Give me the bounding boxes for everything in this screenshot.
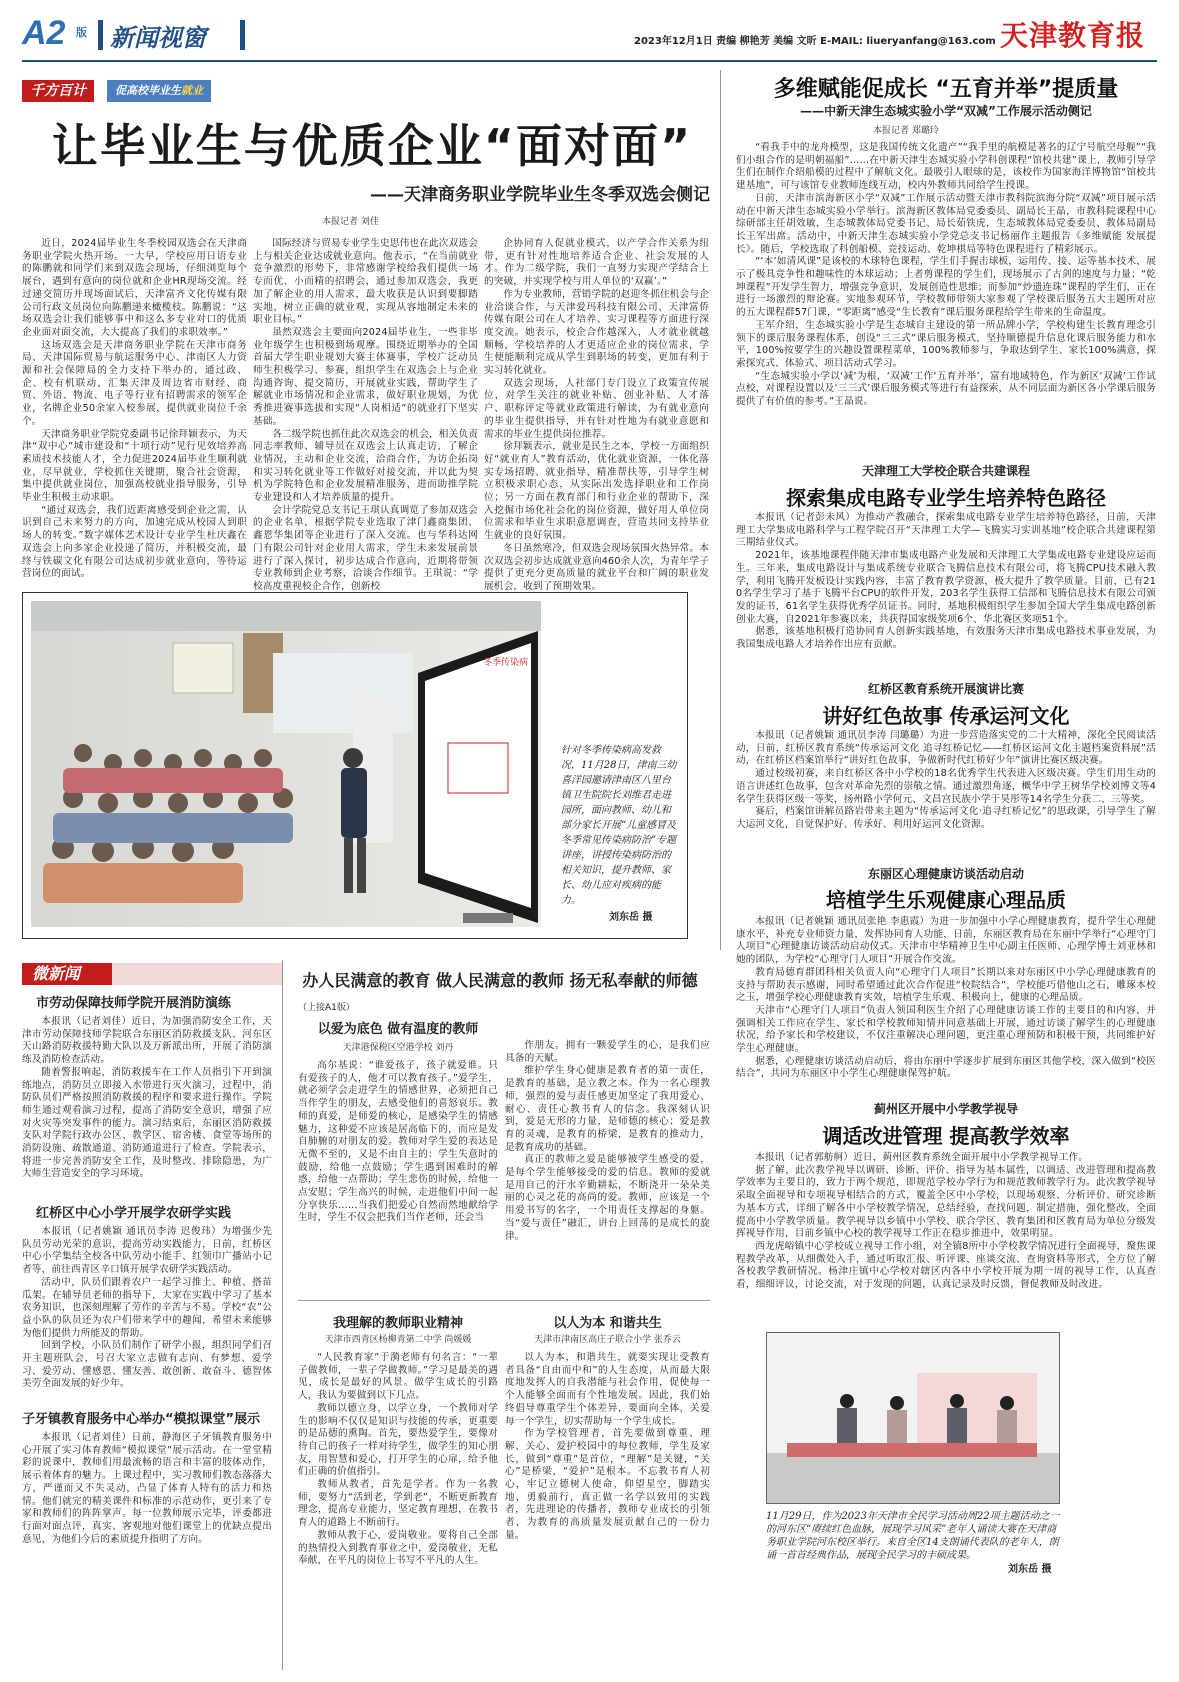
paragraph: 高尔基说：“谁爱孩子，孩子就爱谁。只有爱孩子的人，他才可以教育孩子。”爱学生，就必须学会走进学生的情感世界，必须把自己当作学生的朋友，去感受他们的喜怒哀乐。教师的真爱，是师爱的核心，是感染学生的情感魅力，这种爱不应该是居高临下的，而应是发自肺腑的对朋友的爱。教师对学生爱的表达是无微不至的，又是不由自主的：学生失意时的鼓励，给他一点鼓励；学生遇到困难时的解惑，给他一点帮助；学生悲伤的时候，给他一点安慰；学生高兴的时候，走进他们中间一起分享快乐……当我们把爱心自然而然地献给学生时，学生不仅会把我们当作老师，还会当 (298, 1060, 498, 1224)
article-body (736, 916, 1156, 1081)
paragraph: 本报讯（记者姚颖 通讯员张艳 李惠霞）为进一步加强中小学心理健康教育，提升学生心理健康水平，补充专业师资力量，发挥协同育人功能，日前，东丽区教育局在东丽中学举行“心理守门人项目”心理健康访谈活动启动仪式。天津市中华精神卫生中心副主任医师、心理学博士刘亚林和她的团队，为学校“心理守门人项目”开展合作交流。 (736, 916, 1156, 966)
article-kicker: 东丽区心理健康访谈活动启动 (867, 867, 1024, 881)
paragraph: 据了解，此次教学视导以调研、诊断、评价、指导为基本属性，以调适、改进管理和提高教学效率为主要目的，致力于两个规范，即规范学校办学行为和规范教师教学行为。此次教学视导采取全面视导和专项视导相结合的方式，覆盖全区中小学校，以现场观察、分析评价、研究诊断为基本方式，详细了解各中小学校教学情况，总结经验，查找问题，制定措施，强化整改，全面提高中小学教学质量。教学视导以乡镇中小学校、联合学区、教育集团和区教育局为单位分级发挥视导作用，目前乡镇中心校的教学视导工作正在稳步推进中，效果明显。 (736, 1164, 1156, 1240)
paragraph: 徐拜颖表示，就业是民生之本，学校一方面组织好“就业育人”教育活动，优化就业资源，一体化落实专场招聘、就业指导、精准帮扶等，引导学生树立积极求职心态，从实际出发选择职业和工作岗位；另一方面在教育部门和行业企业的帮助下，深入挖掘市场化社会化的岗位资源，做好用人单位岗位需求和毕业生求职意愿调查，营造共同支持毕业生就业的良好氛围。 (484, 441, 709, 542)
essay-byline: 天津市津南区高庄子联合小学 张乔云 (534, 1335, 681, 1345)
paragraph: 这场双选会是天津商务职业学院在天津市商务局、天津国际贸易与航运服务中心、津南区人力资源和社会保障局的全力支持下举办的，通过政、企、校有机联动，汇集天津及周边省市财经、商贸、外语、物流、电子等行业有招聘需求的领军企业，名牌企业50余家入校参展，提供就业岗位千余个。 (22, 339, 247, 427)
continued-from: （上接A1版） (298, 1003, 355, 1013)
column-rule (282, 960, 283, 1670)
lead-headline: 让毕业生与优质企业“面对面” (51, 119, 693, 173)
news-title: 市劳动保障技师学院开展消防演练 (36, 996, 232, 1011)
paragraph: 教师从教于心，爱岗敬业。要将自己全部的热情投入到教育事业之中，爱岗敬业，无私奉献，在平凡的岗位上书写不平凡的人生。 (298, 1529, 498, 1567)
photo-credit: 刘东岳 摄 (609, 912, 653, 923)
paragraph: 天津商务职业学院党委副书记徐拜颖表示，为天津“双中心”城市建设和“十项行动”见行见效培养高素质技术技能人才，全力促进2024届毕业生顺利就业，尽早就业，学校抓住关键期，聚合社会资源，集中提供就业岗位，加强高校就业指导服务，引导毕业生积极主动求职。 (22, 428, 247, 504)
paragraph: 本报讯（记者郭舫舸）近日，蓟州区教育系统全面开展中小学教学视导工作。 (755, 1152, 1089, 1163)
paragraph: 赛后，档案馆讲解员路岩带来主题为“传承运河文化·追寻红桥记忆”的思政课，引导学生了解大运河文化，自觉保护好、传承好、利用好运河文化资源。 (736, 806, 1156, 830)
photo-caption: 针对冬季传染病高发救况，11月28日，津南三幼喜洋园邀请津南区八里台镇卫生院院长刘维君走进园所，面向教师、幼儿和部分家长开展“儿童感冒及冬季常见传染病防治”专题讲座，讲授传染病防治的相关知识，提升教师、家长、幼儿应对疾病的能力。 (561, 745, 677, 906)
paragraph: 活动中，队员们跟着农户一起学习推土、种植、搭苗瓜架。在辅导员老师的指导下，大家在实践中学习了基本农务知识，也深刻理解了劳作的辛苦与不易。学校“农”公益小队的队员还为农户们带来学中的趣闻，希望未来能够为他们提供力所能及的帮助。 (22, 1276, 272, 1339)
photo-frame (766, 1332, 1060, 1504)
paragraph: 国际经济与贸易专业学生史思伟也在此次双选会上与相关企业达成就业意向。他表示，“在当前就业竞争激烈的形势下，非常感谢学校给我们提供一场专而优、小而精的招聘会，通过参加双选会，我更加了解企业的用人需求，最大收获是认识到要脚踏实地，树立正确的就业观，实现从容地制定未来的职业目标。” (253, 238, 478, 326)
lead-column-2 (253, 238, 478, 592)
page-ban-label: 版 (76, 26, 87, 39)
essay-body (505, 1352, 710, 1672)
header-bar (98, 20, 103, 50)
paragraph: 维护学生身心健康是教育者的第一责任，是教育的基础，是立教之本。作为一名心理教师，强烈的爱与责任感更加坚定了我用爱心、耐心、责任心教书育人的信念。我深刻认识到，爱是无形的力量，是师德的核心；爱是教育的灵魂，是教育的桥梁，是教育的推动力，是教育成功的基础。 (505, 1065, 710, 1153)
header-meta: 2023年12月1日 责编 柳艳芳 美编 文昕 E-MAIL: liueryanfang@163.com (634, 36, 996, 47)
lead-column-3 (484, 238, 709, 592)
lead-byline: 本报记者 刘佳 (322, 217, 379, 227)
article-subtitle: ——中新天津生态城实验小学“双减”工作展示活动侧记 (800, 104, 1092, 118)
feature-headline: 办人民满意的教育 做人民满意的教师 扬无私奉献的师德 (302, 971, 698, 990)
article-body (736, 142, 1156, 452)
article-title: 培植学生乐观健康心理品质 (826, 888, 1066, 912)
essay-title: 以爱为底色 做有温度的教师 (317, 1022, 479, 1037)
paragraph: 以人为本，和谐共生，就要实现让受教育者具备“自由而中和”的人生态度，从而最大限度地发挥人的自我潜能与社会作用，促使每一个人能够全面而有个性地发展。因此，我们始终倡导尊重学生个体差异，要面向全体，关爱每一个学生，切实帮助每一个学生成长。 (505, 1352, 710, 1427)
paragraph: “人民教育家”于漪老师有句名言：“一辈子做教师，一辈子学做教师。”学习是最美的遇见，成长是最好的风景。做学生成长的引路人，我认为要做到以下几点。 (298, 1352, 498, 1402)
micro-news-tag: 微新闻 (22, 963, 282, 985)
paragraph: 通过校级初赛，来自红桥区各中小学校的18名优秀学生代表进入区级决赛。学生们用生动的语言讲述红色故事，包含对革命先烈的崇敬之情。通过激烈角逐，概华中学王树华学校刘博文等4名学生获得区级一等奖，扬州路小学何元、文昌宫民族小学于昊彤等14名学生分获二、三等奖。 (736, 768, 1156, 805)
news-title: 子牙镇教育服务中心举办“模拟课堂”展示 (22, 1412, 261, 1427)
paragraph: 王军介绍，生态城实验小学是生态城自主建设的第一所品牌小学，学校构建生长教育理念引领下的课后服务课程体系，创设“三三式”课后服务模式，坚持顺德提升信息化课后服务能力和水平，100%按要学生的兴趣设置课程菜单，100%教师参与，争取达到学生、家长100%满意，探索探究式、体验式、项目活动式学习。 (736, 319, 1156, 369)
article-title: 多维赋能促成长 “五育并举”提质量 (773, 77, 1119, 102)
paragraph: 本报讯（记者姚颖 通讯员李涛 闫璐璐）为进一步营造落实党的二十大精神，深化全民阅读活动，日前，红桥区教育系统“传承运河文化 追寻红桥记忆——红桥区运河文化主题档案资料展”活动，在红桥区档案馆举行“讲好红色故事，争做新时代红桥好少年”演讲比赛区级决赛。 (736, 730, 1156, 767)
tag-text: 促高校毕业生 (115, 84, 181, 97)
page-number: A2 (22, 14, 66, 52)
news-title: 红桥区中心小学开展学农研学实践 (36, 1206, 232, 1221)
paragraph: 冬日虽然寒冷，但双选会现场氛围火热异常。本次双选会初步达成就业意向460余人次，为青年学子提供了更充分更高质量的就业平台和广阔的职业发展机会，收到了预期效果。 (484, 542, 709, 592)
article-byline: 本报记者 郑璐玲 (873, 126, 939, 136)
article-title: 探索集成电路专业学生培养特色路径 (786, 486, 1106, 510)
paragraph: “生态城实验小学以‘减’为根，‘双减’工作‘五育并举’，富有地域特色，作为新区‘双减’工作试点校，对课程设置以及‘三三式’课后服务模式等进行有益探索，从不同层面为新区各小学课后服务提供了有价值的参考。”王晶说。 (736, 370, 1156, 408)
lead-subtitle: ——天津商务职业学院毕业生冬季双选会侧记 (370, 185, 710, 205)
topic-tag-2 (107, 80, 211, 102)
section-rule (298, 1300, 710, 1301)
paragraph: “通过双选会，我们近距离感受到企业之需，认识到自己未来努力的方向，加速完成从校园人到职场人的转变。”数字媒体艺术设计专业学生杜庆鑫在双选会上向多家企业投递了简历，并积极交流，最终与铁碳文化有限公司达成初步就业意向，等待运营岗位的面试。 (22, 504, 247, 580)
paragraph: “‘本’如清风课”是该校的木球特色课程，学生们手握击球板，运用传、接、运等基本技术，展示了极具竞争性和趣味性的木球运动；上者剪课程的学生们，现场展示了古剑的速度与力量；“乾坤课程”开发学生智力，增强竞争意识，发展创造性思维；而参加“炒遗连珠”课程的学生们，正在进行一场激烈的辩论赛。实地参观环节，学校教师带领大家参观了学校课后服务五大主题所对应的五大课程群57门课，“零距离”感受“生长教育”课后服务课程给学生带来的生命温度。 (736, 256, 1156, 319)
essay-byline: 天津市西青区杨柳青第二中学 尚媛媛 (324, 1335, 472, 1345)
screen-title: 冬季传染病 (483, 658, 529, 668)
paragraph: 虽然双选会主要面向2024届毕业生，一些非毕业年级学生也积极到场观摩。围绕近期举办的全国首届大学生职业规划大赛主体赛事，学校广泛动员师生积极学习、参赛，组织学生在双选会上与企业沟通咨询、提交简历，开展就业实践，帮助学生了解就业市场情况和企业需求，做好职业规划，为优秀推进赛事选拔和实现“人岗相适”的就业打下坚实基础。 (253, 326, 478, 427)
paragraph: 各二级学院也抓住此次双选会的机会，相关负责同志率教师、辅导员在双选会上认真走访，了解企业情况，主动和企业交流，洽商合作，为访企拓岗和实习转化就业等工作做好对接交流，并以此为契机为学院特色和企业发展精准服务，进而助推学院专业建设和人才培养质量的提升。 (253, 428, 478, 504)
paragraph: 本报讯（记者彭未风）为推动产教融合，探索集成电路专业学生培养特色路径，日前，天津理工大学集成电路科学与工程学院召开“天津理工大学—飞腾实习实训基地”校企联合共建课程第三期结业仪式。 (736, 512, 1156, 549)
paragraph: 教师以德立身，以学立身，一个教师对学生的影响不仅仅是知识与技能的传承，更重要的是品德的熏陶。首先，要热爱学生，要像对待自己的孩子一样对待学生，做学生的知心朋友，用智慧和爱心，打开学生的心扉，给予他们正确的价值指引。 (298, 1402, 498, 1478)
paragraph: 回到学校，小队员们制作了研学小报，组织同学们召开主题班队会，号召大家立志做有志向、有梦想、爱学习、爱劳动、懂感恩、懂友善、敢创新、敢奋斗、德智体美劳全面发展的好少年。 (22, 1340, 272, 1390)
article-kicker: 红桥区教育系统开展演讲比赛 (867, 682, 1024, 696)
news-body (22, 1016, 272, 1191)
paragraph: “看我手中的龙舟模型，这是我国传统文化遗产”“我手里的航模是著名的辽宁号航空母舰”“我们小组合作的是明朝福船”……在中新天津生态城实验小学科创课程“馆校共建”课上，教师引导学生们在制作介绍船模的过程中了解航文化。最吸引人眼球的是，该校作为国家海洋博物馆“馆校共建基地”，可与该馆专业教师连线互动，校内外教师共同给学生授课。 (736, 142, 1156, 192)
section-name: 新闻视窗 (110, 24, 206, 52)
paragraph: 教师从教者，首先是学者。作为一名教师，要努力“活到老，学到老”，不断更新教育理念，提高专业能力，坚定教育理想，在教书育人的道路上不断前行。 (298, 1479, 498, 1529)
paragraph: 随着警报响起，消防救援车在工作人员指引下开到演练地点，消防员立即接入水带进行灭火演习，过程中，消防队员们严格按照消防救援的程序和要求进行操作。学院师生通过观看演习过程，提高了消防安全意识，增强了应对火灾等突发事件的能力。演习结束后，东丽区消防救援支队对学院行政办公区、教学区、宿舍楼、食堂等场所的消防设施、疏散通道、消防通道进行了检查。学院表示，将进一步完善消防安全工作，及时整改、排除隐患，为广大师生营造安全的学习环境。 (22, 1066, 272, 1180)
paragraph: 会计学院党总支书记王琪认真调览了参加双选会的企业名单，根据学院专业选取了津门鑫商集团、鑫恩华集团等企业进行了深入交流。也与华科达网门有限公司针对企业用人需求，学生未来发展前景进行了深入探讨，初步达成合作意向，近期将带领专业教师到企业考察，洽谈合作细节。王琪说：“学校高度重视校企合作，创新校 (253, 504, 478, 592)
news-body (22, 1432, 272, 1672)
paragraph: 教育局德育群团科相关负责人向“心理守门人项目”长期以来对东丽区中小学心理健康教育的支持与帮助表示感谢，同时希望通过此次合作促进“校院结合”，学校能巧借他山之石，雕琢本校之玉，增强学校心理健康教育实效，培植学生乐观、积极向上，健康的心理品质。 (736, 966, 1156, 1004)
recital-photo (767, 1333, 1059, 1503)
newspaper-logo: 天津教育报 (1000, 19, 1146, 52)
essay-byline: 天津港保税区空港学校 刘丹 (342, 1043, 454, 1053)
tag-highlight: 就业 (181, 84, 203, 97)
essay-title: 我理解的教师职业精神 (332, 1316, 463, 1331)
paragraph: 日前，天津市滨海新区小学“双减”工作展示活动暨天津市教科院滨海分院“双减”项目展示活动在中新天津生态城实验小学举行。滨海新区教体局党委委员、副局长王晶，市教科院课程中心综研部主任胡效敏，生态城教体局党委书记、局长茹铁虎，生态城教体局党委委员、教体局副局长王军出席。活动中，中新天津生态城实验小学党总支书记杨丽作主题报告《多维赋能 发展提长》。随后，学校选取了科创船模、竞技运动、乾坤棋局等特色课程进行了精彩展示。 (736, 192, 1156, 255)
header-rule (22, 60, 1157, 62)
lead-column-1 (22, 238, 247, 580)
paragraph: 天津市“心理守门人项目”负责人领国利医生介绍了心理健康访谈工作的主要目的和内容，并强调相关工作应在学生、家长和学校教师知情并同意基础上开展，通过访谈了解学生的心理健康状况，给予家长和学校建议，不仅注重解决心理问题，更注重心理预防和积极干预，共同维护好学生心理健康。 (736, 1004, 1156, 1055)
paragraph: 近日，2024届毕业生冬季校园双选会在天津商务职业学院火热开场。一大早，学校应用日语专业的陈鹏就和同学们来到双选会现场，仔细浏览每个展台，遇到有意向的岗位就和企业HR现场交流。经过递交简历并现场面试后，天津富齐文化传媒有限公司行政文员岗位向陈鹏递来橄榄枝。陈鹏说：“这场双选会让我们能够事中和这么多专业对口的优质企业面对面交流，大大提高了我们的求职效率。” (22, 238, 247, 338)
article-body (736, 512, 1156, 672)
paragraph: 作朋友。拥有一颗爱学生的心，是我们应具备的天赋。 (505, 1040, 710, 1064)
article-title: 讲好红色故事 传承运河文化 (822, 704, 1070, 728)
photo-frame (22, 592, 688, 939)
paragraph: 作为专业教师，营销学院的赵迎冬抓住机会与企业洽谈合作，与天津爱玛科技有限公司、天津富侨传媒有限公司在人才培养、实习课程等方面进行深度交流。她表示，校企合作越深入，人才就业就越顺畅，学校培养的人才更适应企业的岗位需求，学生便能顺利完成从学生到职场的转变，更加有利于实习转化就业。 (484, 288, 709, 377)
photo-caption: 11月29日，作为2023年天津市全民学习活动周22项主题活动之一的河东区“赓续红色血脉，展现学习风采”老年人诵读大赛在天津商务职业学院河东校区举行。来自全区14支朗诵代表队的老年人，朗诵一首首经典作品，展现全民学习的丰硕成果。 (766, 1511, 1060, 1561)
article-body (736, 730, 1156, 860)
paragraph: 作为学校管理者，首先要做到尊重、理解、关心、爱护校园中的每位教师，学生及家长，做到“尊重”是首位，“理解”是关键，“关心”是桥梁，“爱护”是根本。不忘教书育人初心，牢记立德树人使命，仰望星空，脚踏实地，勇毅前行，真正做一名学以致用的实践者，先进理论的传播者，教师专业成长的引领者，为教育的高质量发展贡献自己的一份力量。 (505, 1428, 710, 1541)
news-body (22, 1226, 272, 1398)
essay-body (298, 1352, 498, 1672)
paragraph: 据悉，心理健康访谈活动启动后，将由东丽中学逐步扩展到东丽区其他学校，深入做到“校医结合”，共同为东丽区中小学生心理健康保驾护航。 (736, 1055, 1156, 1080)
paragraph: 本报讯（记者刘佳）日前，静海区子牙镇教育服务中心开展了实习体育教师“模拟课堂”展示活动。在一堂堂精彩的说课中，教师们用最流畅的语言和丰富的肢体动作，展示着体育的魅力。上课过程中，实习教师们教态落落大方，严谨而又不失灵动，凸显了体育人特有的活力和热情。他们就完的精美课件和标准的示范动作，更引来了专家和教师们的阵阵掌声。每一位教师展示完毕，评委都进行面对面点评，真实、客观地对他们课堂上的优缺点提出意见，为他们今后的素质提升指明了方向。 (22, 1432, 272, 1545)
photo-credit: 刘东岳 摄 (1008, 1564, 1052, 1575)
paragraph: 2021年，该基地课程伴随天津市集成电路产业发展和天津理工大学集成电路专业建设应运而生。三年来，集成电路设计与集成系统专业联合飞腾信息技术有限公司，将飞腾CPU技术融入教学，利用飞腾开发板设计实践内容，丰富了教育教学资源，极大提升了教学质量。目前，已有210名学生学习了基于飞腾平台CPU的软件开发，203名学生获得工信部和飞腾信息技术有限公司颁发的证书，61名学生获得优秀学员证书。同时，基地积极组织学生参加全国大学生集成电路创新创业大赛，自2021年参赛以来，共获得国家级奖项6个、华北赛区奖项51个。 (736, 550, 1156, 625)
paragraph: 本报讯（记者姚颖 通讯员李涛 迟俊玮）为增强少先队员劳动光荣的意识，提高劳动实践能力，日前，红桥区中心小学集结全校各中队劳动小能手、红领巾广播站小记者等，前往西青区辛口镇开展学农研学实践活动。 (22, 1226, 272, 1276)
paragraph: 本报讯（记者刘佳）近日，为加强消防安全工作，天津市劳动保障技师学院联合东丽区消防救援支队、河东区天山路消防救援特勤大队以及万新派出所，开展了消防演练及消防检查活动。 (22, 1016, 272, 1066)
article-kicker: 天津理工大学校企联合共建课程 (861, 464, 1030, 478)
paragraph: 据悉，该基地积极打造协同育人创新实践基地，有效服务天津市集成电路技术事业发展，为我国集成电路人才培养作出应有贡献。 (736, 626, 1156, 651)
article-body (736, 1152, 1156, 1317)
paragraph: 西龙虎峪镇中心学校成立视导工作小组，对全镇8所中小学校教学情况进行全面视导，聚焦课程教学改革，从细微处入手，通过听取汇报、听评课、座谈交流、查询资料等形式，全方位了解各校教学教研情况。杨津庄镇中心学校对辖区内各中小学校开展为期一周的视导工作，认真查看，细细评议，讨论交流，对于发现的问题，认真记录及时反馈，督促教师及时改进。 (736, 1240, 1156, 1291)
paragraph: 真正的教师之爱是能够被学生感受的爱，是每个学生能够接受的爱的信息。教师的爱就是用自己的汗水辛勤耕耘，不断浇开一朵朵美丽的心灵之花的高尚的爱。教师，应该是一个用爱书写的名字，一个用责任支撑起的身躯。当“爱与责任”融汇，讲台上回荡的是成长的旋律。 (505, 1154, 710, 1242)
header-bar (240, 20, 245, 50)
essay-title: 以人为本 和谐共生 (553, 1316, 662, 1331)
essay-body (505, 1040, 710, 1292)
paragraph: 双选会现场，人社部门专门设立了政策宣传展位，对学生关注的就业补贴、创业补贴、人才落户、职称评定等就业政策进行解读，为有就业意向的毕业生提供指导，并有针对性地为有就业意愿和需求的毕业生提供岗位推荐。 (484, 377, 709, 440)
column-rule (720, 70, 721, 950)
article-kicker: 蓟州区开展中小学教学视导 (873, 1102, 1018, 1116)
paragraph: 企协同育人促就业模式，以产学合作关系为纽带，更有针对性地培养适合企业、社会发展的人才。作为二级学院，我们一直努力实现产学结合上的突破，并实现学校与用人单位的‘双赢’。” (484, 238, 709, 288)
essay-body (298, 1060, 498, 1292)
article-title: 调适改进管理 提高教学效率 (822, 1124, 1070, 1148)
topic-tag: 千方百计 (22, 80, 94, 102)
